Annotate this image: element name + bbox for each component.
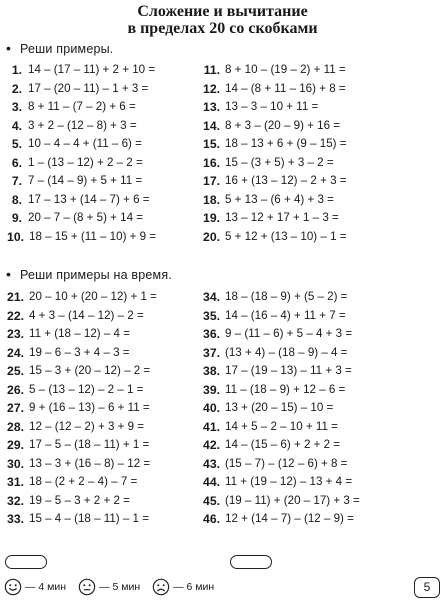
exercise-expression: 5 + 13 – (6 + 4) + 3 = [225, 192, 334, 206]
exercise-number: 44. [203, 475, 220, 489]
exercise-column-2 [196, 61, 347, 246]
happy-time-label: — 4 мин [25, 581, 67, 593]
exercise-row [196, 228, 347, 247]
exercise-row [0, 209, 156, 228]
exercise-number: 2. [11, 81, 22, 96]
exercise-number: 10. [7, 229, 24, 244]
exercise-number: 36. [203, 327, 220, 341]
exercise-row [196, 344, 360, 363]
exercise-expression: (13 + 4) – (18 – 9) – 4 = [225, 345, 348, 359]
exercise-row [0, 381, 157, 400]
exercise-row [0, 510, 157, 529]
exercise-row [0, 117, 156, 136]
exercise-expression: 5 – (13 – 12) – 2 – 1 = [29, 382, 144, 396]
exercise-expression: 13 – 12 + 17 + 1 – 3 = [225, 211, 339, 224]
exercise-row [196, 510, 360, 529]
exercise-expression: (19 – 11) + (20 – 17) + 3 = [225, 493, 360, 507]
exercise-row [0, 473, 157, 492]
exercise-expression: 13 – 3 + (16 – 8) – 12 = [29, 456, 151, 470]
exercise-number: 34. [203, 290, 220, 304]
sad-time-label: — 6 мин [173, 581, 215, 593]
exercise-number: 39. [203, 382, 220, 397]
exercise-number: 22. [7, 308, 24, 323]
exercise-expression: 18 – 13 + 6 + (9 – 15) = [225, 137, 347, 150]
exercise-row [196, 154, 347, 173]
exercise-number: 27. [7, 401, 24, 415]
exercise-expression: 8 + 3 – (20 – 9) + 16 = [225, 118, 341, 132]
exercise-number: 33. [7, 512, 24, 526]
exercise-row [196, 362, 360, 381]
bullet-icon: • [6, 40, 12, 56]
exercise-number: 28. [7, 419, 24, 434]
exercise-expression: 14 – (17 – 11) + 2 + 10 = [28, 63, 156, 76]
exercise-row [0, 172, 156, 191]
exercise-row [0, 98, 156, 117]
exercise-number: 6. [11, 155, 22, 170]
exercise-row [196, 117, 347, 136]
exercise-number: 8. [11, 192, 22, 207]
exercise-number: 30. [7, 456, 24, 471]
exercise-expression: 15 – 4 – (18 – 11) – 1 = [29, 512, 149, 525]
exercise-row [0, 61, 156, 80]
exercise-expression: 5 + 12 + (13 – 10) – 1 = [225, 229, 347, 243]
bullet-icon: • [6, 266, 12, 282]
exercise-expression: 16 + (13 – 12) – 2 + 3 = [225, 174, 347, 187]
exercise-row [196, 191, 347, 210]
exercise-row [196, 473, 360, 492]
exercise-expression: 14 – (16 – 4) + 11 + 7 = [225, 308, 346, 322]
exercise-row [0, 492, 157, 511]
exercise-number: 7. [11, 174, 22, 188]
exercise-row [196, 381, 360, 400]
exercise-number: 18. [203, 192, 220, 207]
exercise-number: 4. [11, 118, 22, 133]
exercise-row [196, 399, 360, 418]
exercise-number: 9. [11, 211, 22, 225]
exercise-expression: 14 – (8 + 11 – 16) + 8 = [225, 81, 346, 95]
exercise-row [196, 307, 360, 326]
exercise-expression: 20 – 10 + (20 – 12) + 1 = [29, 290, 157, 303]
exercise-number: 3. [11, 100, 22, 114]
exercise-number: 24. [7, 345, 24, 360]
exercise-number: 40. [203, 401, 220, 415]
exercise-expression: 8 + 11 – (7 – 2) + 6 = [28, 100, 136, 113]
title-line-1: Сложение и вычитание [137, 3, 308, 20]
exercise-number: 16. [203, 155, 220, 170]
exercise-column-1 [0, 61, 156, 246]
exercise-row [196, 492, 360, 511]
instruction-1 [6, 40, 113, 56]
exercise-number: 32. [7, 493, 24, 508]
exercise-row [0, 288, 157, 307]
exercise-number: 15. [203, 137, 220, 151]
exercise-row [0, 344, 157, 363]
exercise-expression: 12 – (12 – 2) + 3 + 9 = [29, 419, 145, 433]
exercise-row [0, 80, 156, 99]
exercise-expression: 18 – (2 + 2 – 4) – 7 = [29, 475, 138, 488]
exercise-expression: 17 – 13 + (14 – 7) + 6 = [28, 192, 150, 206]
exercise-number: 13. [203, 100, 220, 114]
exercise-expression: 11 + (19 – 12) – 13 + 4 = [225, 475, 353, 488]
exercise-row [196, 418, 360, 437]
page-number: 5 [414, 577, 440, 598]
exercise-number: 14. [203, 118, 220, 133]
exercise-number: 17. [203, 174, 220, 188]
exercise-expression: 1 – (13 – 12) + 2 – 2 = [28, 155, 143, 169]
exercise-number: 46. [203, 512, 220, 526]
exercise-expression: 18 – (18 – 9) + (5 – 2) = [225, 290, 348, 303]
title-line-2: в пределах 20 со скобками [127, 20, 318, 37]
exercise-number: 26. [7, 382, 24, 397]
exercise-expression: 8 + 10 – (19 – 2) + 11 = [225, 63, 346, 76]
exercise-row [196, 455, 360, 474]
exercise-number: 43. [203, 456, 220, 471]
instruction-2-text: Реши примеры на время. [20, 268, 172, 282]
exercise-expression: 13 + (20 – 15) – 10 = [225, 401, 334, 414]
exercise-row [0, 135, 156, 154]
exercise-row [196, 61, 347, 80]
sad-face-icon [152, 578, 170, 596]
exercise-number: 11. [203, 63, 220, 77]
exercise-expression: 13 – 3 – 10 + 11 = [225, 100, 319, 113]
exercise-number: 5. [11, 137, 22, 151]
exercise-number: 41. [203, 419, 220, 434]
exercise-number: 37. [203, 345, 220, 360]
exercise-row [196, 288, 360, 307]
exercise-number: 1. [11, 63, 22, 77]
exercise-number: 42. [203, 438, 220, 452]
exercise-expression: 9 + (16 – 13) – 6 + 11 = [29, 401, 150, 414]
exercise-expression: 4 + 3 – (14 – 12) – 2 = [29, 308, 144, 322]
exercise-expression: 20 – 7 – (8 + 5) + 14 = [28, 211, 144, 224]
exercise-number: 31. [7, 475, 24, 489]
exercise-expression: 15 – 3 + (20 – 12) – 2 = [29, 364, 151, 377]
exercise-row [0, 307, 157, 326]
exercise-expression: 19 – 5 – 3 + 2 + 2 = [29, 493, 130, 507]
exercise-expression: 17 – (20 – 11) – 1 + 3 = [28, 81, 149, 95]
exercise-column-3 [0, 288, 157, 529]
neutral-time-label: — 5 мин [99, 581, 141, 593]
exercise-expression: 7 – (14 – 9) + 5 + 11 = [28, 174, 143, 187]
exercise-row [196, 172, 347, 191]
time-box-right[interactable] [230, 555, 272, 569]
exercise-column-4 [196, 288, 360, 529]
exercise-number: 29. [7, 438, 24, 452]
exercise-expression: (15 – 7) – (12 – 6) + 8 = [225, 456, 348, 470]
exercise-expression: 3 + 2 – (12 – 8) + 3 = [28, 118, 137, 132]
time-legend [4, 578, 226, 596]
exercise-row [0, 418, 157, 437]
exercise-row [0, 228, 156, 247]
exercise-expression: 17 – 5 – (18 – 11) + 1 = [29, 438, 150, 451]
exercise-number: 20. [203, 229, 220, 244]
exercise-row [196, 98, 347, 117]
exercise-expression: 11 – (18 – 9) + 12 – 6 = [225, 382, 346, 396]
exercise-number: 25. [7, 364, 24, 378]
exercise-expression: 15 – (3 + 5) + 3 – 2 = [225, 155, 334, 169]
exercise-expression: 18 – 15 + (11 – 10) + 9 = [29, 229, 157, 243]
exercise-number: 23. [7, 327, 24, 341]
exercise-row [0, 455, 157, 474]
exercise-row [0, 399, 157, 418]
exercise-expression: 17 – (19 – 13) – 11 + 3 = [225, 364, 352, 377]
exercise-expression: 12 + (14 – 7) – (12 – 9) = [225, 512, 354, 525]
smiling-face-icon [4, 578, 22, 596]
exercise-row [0, 325, 157, 344]
exercise-row [0, 191, 156, 210]
exercise-expression: 9 – (11 – 6) + 5 – 4 + 3 = [225, 327, 353, 340]
exercise-row [0, 436, 157, 455]
instruction-1-text: Реши примеры. [20, 42, 114, 56]
exercise-row [196, 436, 360, 455]
neutral-face-icon [78, 578, 96, 596]
exercise-expression: 11 + (18 – 12) – 4 = [29, 327, 130, 340]
exercise-expression: 14 – (15 – 6) + 2 + 2 = [225, 438, 341, 451]
exercise-number: 12. [203, 81, 220, 96]
exercise-expression: 10 – 4 – 4 + (11 – 6) = [28, 137, 142, 150]
exercise-expression: 14 + 5 – 2 – 10 + 11 = [225, 419, 338, 433]
exercise-number: 21. [7, 290, 24, 304]
exercise-row [196, 209, 347, 228]
exercise-number: 19. [203, 211, 220, 225]
exercise-row [196, 80, 347, 99]
exercise-number: 38. [203, 364, 220, 378]
exercise-row [196, 325, 360, 344]
exercise-number: 35. [203, 308, 220, 323]
exercise-expression: 19 – 6 – 3 + 4 – 3 = [29, 345, 130, 359]
exercise-row [0, 154, 156, 173]
exercise-number: 45. [203, 493, 220, 508]
exercise-row [0, 362, 157, 381]
exercise-row [196, 135, 347, 154]
instruction-2 [6, 266, 172, 282]
time-box-left[interactable] [5, 555, 47, 569]
